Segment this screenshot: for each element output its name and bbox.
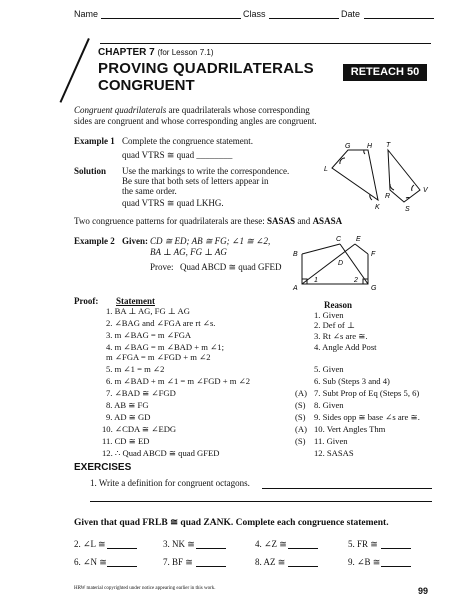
statement-2: 2. ∠BAG and ∠FGA are rt ∠s.: [106, 318, 216, 328]
page-number: 99: [418, 586, 429, 596]
date-line[interactable]: [364, 18, 434, 19]
label-C: C: [336, 236, 342, 243]
statement-3: 3. m ∠BAG = m ∠FGA: [106, 330, 192, 340]
chapter-top-rule: [100, 43, 431, 44]
reason-6: 6. Sub (Steps 3 and 4): [314, 376, 390, 386]
solution-line1: Use the markings to write the correspondence.: [122, 166, 290, 176]
tag-8: (S): [295, 400, 306, 410]
reason-2: 2. Def of ⊥: [314, 320, 356, 330]
name-line[interactable]: [101, 18, 241, 19]
label-A: A: [293, 285, 298, 292]
statement-12: 12. ∴ Quad ABCD ≅ quad GFED: [102, 448, 220, 458]
reason-10: 10. Vert Angles Thm: [314, 424, 386, 434]
label-K: K: [375, 204, 380, 211]
exercise-5-blank[interactable]: [381, 548, 411, 549]
patterns-line: Two congruence patterns for quadrilaterals are these: SASAS and ASASA: [74, 216, 343, 226]
label-2: 2: [354, 277, 358, 284]
tag-10: (A): [295, 424, 307, 434]
example1-line1: Complete the congruence statement.: [122, 136, 253, 146]
class-label: Class: [243, 9, 266, 19]
exercise-6-blank[interactable]: [107, 566, 137, 567]
reason-11: 11. Given: [314, 436, 348, 446]
statement-7: 7. ∠BAD ≅ ∠FGD: [106, 388, 176, 398]
label-S: S: [405, 206, 410, 213]
chapter-title-1: PROVING QUADRILATERALS: [98, 60, 314, 77]
example2-label: Example 2: [74, 236, 115, 246]
solution-line2: Be sure that both sets of letters appear in: [122, 176, 269, 186]
solution-label: Solution: [74, 166, 107, 176]
statement-4: 4. m ∠BAG = m ∠BAD + m ∠1;: [106, 342, 224, 352]
intro-line-2: sides are congruent and whose corresponding angles are congruent.: [74, 116, 317, 126]
quad-lkhg: [332, 150, 378, 200]
statement-9: 9. AD ≅ GD: [106, 412, 151, 422]
class-line[interactable]: [269, 18, 339, 19]
exercise-7-blank[interactable]: [196, 566, 226, 567]
label-F: F: [371, 251, 376, 258]
label-G2: G: [371, 285, 377, 292]
exercise-2: 2. ∠L ≅: [74, 539, 106, 549]
quadrilateral-figure-2: [290, 232, 420, 292]
prove-label: Prove:: [150, 262, 174, 272]
quad-vtrs: [388, 150, 420, 202]
exercise-4-blank[interactable]: [288, 548, 318, 549]
statement-8: 8. AB ≅ FG: [106, 400, 149, 410]
label-V: V: [423, 187, 428, 194]
chapter-slash: [60, 38, 90, 103]
exercise-9: 9. ∠B ≅: [348, 557, 381, 567]
reason-heading: Reason: [324, 300, 353, 310]
name-label: Name: [74, 9, 99, 19]
label-H: H: [367, 143, 373, 150]
statement-5: 5. m ∠1 = m ∠2: [106, 364, 165, 374]
exercise-2-blank[interactable]: [107, 548, 137, 549]
statement-10: 10. ∠CDA ≅ ∠EDG: [102, 424, 177, 434]
exercise-9-blank[interactable]: [381, 566, 411, 567]
exercise-6: 6. ∠N ≅: [74, 557, 107, 567]
date-label: Date: [341, 9, 361, 19]
tag-11: (S): [295, 436, 306, 446]
statement-11: 11. CD ≅ ED: [102, 436, 150, 446]
label-1: 1: [314, 277, 318, 284]
statement-6: 6. m ∠BAD + m ∠1 = m ∠FGD + m ∠2: [106, 376, 251, 386]
exercises-heading: EXERCISES: [74, 462, 132, 473]
chapter-title-2: CONGRUENT: [98, 77, 195, 94]
quadrilateral-figure-1: [320, 138, 470, 218]
given-line1: CD ≅ ED; AB ≅ FG; ∠1 ≅ ∠2,: [150, 236, 271, 246]
label-G: G: [345, 143, 351, 150]
label-D: D: [338, 260, 344, 267]
reason-7: 7. Subt Prop of Eq (Steps 5, 6): [314, 388, 420, 398]
solution-line4: quad VTRS ≅ quad LKHG.: [122, 198, 224, 208]
exercise-8-blank[interactable]: [288, 566, 318, 567]
statement-4b: m ∠FGA = m ∠FGD + m ∠2: [106, 352, 211, 362]
tag-9: (S): [295, 412, 306, 422]
prove-line: Quad ABCD ≅ quad GFED: [180, 262, 282, 272]
exercise-1: 1. Write a definition for congruent octagons.: [90, 478, 250, 488]
exercise-3-blank[interactable]: [196, 548, 226, 549]
reason-3: 3. Rt ∠s are ≅.: [314, 331, 368, 341]
tag-7: (A): [295, 388, 307, 398]
label-L: L: [324, 166, 328, 173]
exercise-5: 5. FR ≅: [348, 539, 378, 549]
reason-1: 1. Given: [314, 310, 344, 320]
reason-8: 8. Given: [314, 400, 344, 410]
exercise-7: 7. BF ≅: [163, 557, 193, 567]
given-label: Given:: [122, 236, 148, 246]
exercise-1-answer-line-2[interactable]: [90, 501, 432, 502]
solution-line3: the same order.: [122, 186, 177, 196]
reteach-badge: RETEACH 50: [343, 64, 427, 81]
chapter-label: CHAPTER 7 (for Lesson 7.1): [98, 47, 214, 58]
reason-4: 4. Angle Add Post: [314, 342, 377, 352]
label-B: B: [293, 251, 298, 258]
statement-1: 1. BA ⊥ AG, FG ⊥ AG: [106, 306, 190, 316]
exercise-4: 4. ∠Z ≅: [255, 539, 287, 549]
proof-label: Proof:: [74, 296, 99, 306]
label-T: T: [386, 142, 391, 149]
example1-label: Example 1: [74, 136, 115, 146]
label-E: E: [356, 236, 361, 243]
example1-line2: quad VTRS ≅ quad ________: [122, 150, 233, 160]
reason-9: 9. Sides opp ≅ base ∠s are ≅.: [314, 412, 420, 422]
statement-heading: Statement: [116, 296, 155, 306]
exercise-1-answer-line[interactable]: [262, 488, 432, 489]
given-line2: BA ⊥ AG, FG ⊥ AG: [150, 247, 227, 257]
reason-5: 5. Given: [314, 364, 344, 374]
given-quad-line: Given that quad FRLB ≅ quad ZANK. Complete each congruence statement.: [74, 518, 389, 528]
exercise-8: 8. AZ ≅: [255, 557, 286, 567]
label-R: R: [385, 193, 391, 200]
intro-line-1: Congruent quadrilaterals are quadrilaterals whose corresponding: [74, 105, 310, 115]
copyright-note: HRW material copyrighted under notice appearing earlier in this work.: [74, 586, 216, 591]
reason-12: 12. SASAS: [314, 448, 354, 458]
exercise-3: 3. NK ≅: [163, 539, 195, 549]
